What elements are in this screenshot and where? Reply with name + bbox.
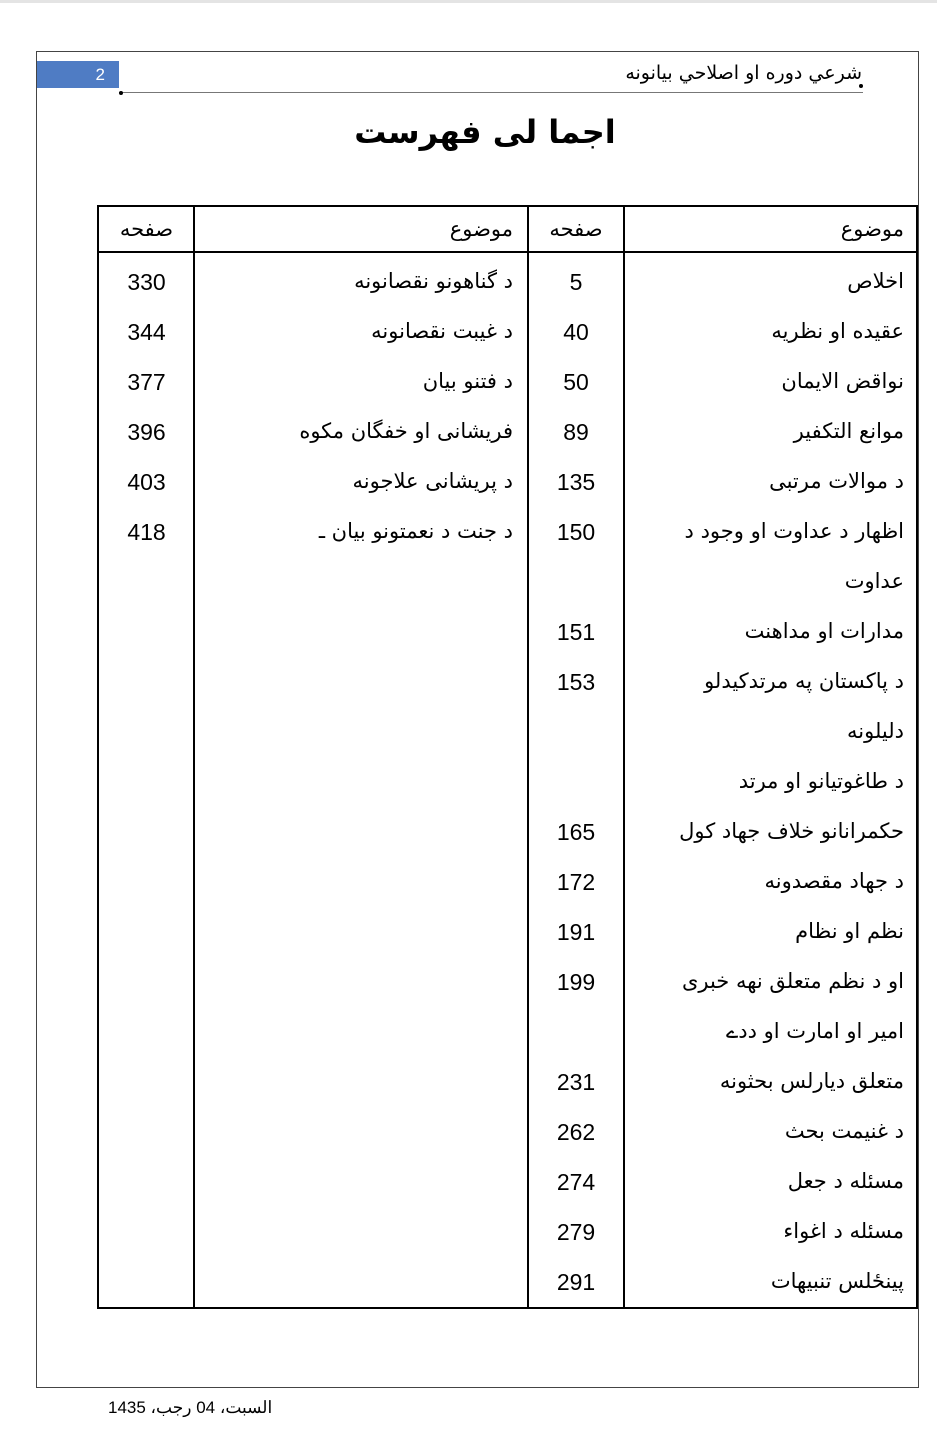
toc-page-number: 330 (127, 269, 166, 295)
header-rule (119, 92, 863, 93)
toc-subject: د پريشانی علاجونه (352, 469, 513, 493)
footer-date: السبت، 04 رجب، 1435 (108, 1398, 273, 1417)
toc-page-number: 396 (127, 419, 166, 445)
toc-page-number: 274 (556, 1169, 596, 1195)
contents-table (97, 205, 918, 1309)
toc-subject: مسئله د اغواء (783, 1219, 904, 1243)
toc-subject: نواقض الايمان (781, 369, 904, 393)
toc-page-number: 231 (556, 1069, 596, 1095)
header-page-left: صفحه (119, 217, 174, 241)
toc-page-number: 40 (563, 319, 589, 345)
header-divider (99, 251, 916, 253)
toc-subject: دليلونه (847, 719, 904, 743)
toc-page-number: 151 (556, 619, 596, 645)
toc-subject: پينځلس تنبيهات (770, 1269, 904, 1293)
toc-subject: مدارات او مداهنت (744, 619, 904, 643)
toc-page-number: 279 (556, 1219, 596, 1245)
toc-subject: او د نظم متعلق نهه خبری (681, 969, 904, 993)
toc-subject: د گناهونو نقصانونه (354, 269, 513, 293)
header-dot-left (119, 91, 123, 95)
toc-subject: د پاکستان په مرتدکيدلو (704, 669, 904, 693)
toc-page-number: 418 (127, 519, 166, 545)
column-divider (623, 207, 625, 1307)
toc-subject: د غنيمت بحث (784, 1119, 904, 1143)
toc-page-number: 5 (569, 269, 583, 295)
toc-subject: د جهاد مقصدونه (764, 869, 904, 893)
toc-page-number: 377 (127, 369, 166, 395)
toc-page-number: 172 (556, 869, 596, 895)
toc-page-number: 403 (127, 469, 166, 495)
toc-page-number: 50 (563, 369, 589, 395)
page-title: اجما لی فهرست (354, 113, 616, 151)
toc-subject: د طاغوتيانو او مرتد (738, 769, 904, 793)
toc-page-number: 153 (556, 669, 596, 695)
running-header: شرعي دوره او اصلاحي بيانونه (625, 62, 862, 84)
header-subject-left: موضوع (449, 217, 513, 241)
toc-page-number: 191 (556, 919, 596, 945)
toc-page-number: 150 (556, 519, 596, 545)
toc-subject: موانع التکفير (793, 419, 904, 443)
header-subject-right: موضوع (840, 217, 904, 241)
toc-subject: فريشانی او خفگان مکوه (299, 419, 513, 443)
header-dot-right (859, 84, 863, 88)
toc-subject: عداوت (844, 569, 904, 593)
toc-subject: متعلق ديارلس بحثونه (719, 1069, 904, 1093)
toc-page-number: 135 (556, 469, 596, 495)
toc-subject: عقيده او نظريه (771, 319, 904, 343)
toc-subject: اخلاص (847, 269, 904, 293)
toc-subject: د غيبت نقصانونه (371, 319, 513, 343)
toc-page-number: 291 (556, 1269, 596, 1295)
toc-subject: مسئله د جعل (787, 1169, 904, 1193)
toc-subject: حکمرانانو خلاف جهاد کول (679, 819, 904, 843)
toc-page-number: 262 (556, 1119, 596, 1145)
toc-subject: د جنت د نعمتونو بيان ـ (318, 519, 513, 543)
toc-subject: اظهار د عداوت او وجود د (684, 519, 904, 543)
toc-page-number: 199 (556, 969, 596, 995)
toc-page-number: 344 (127, 319, 166, 345)
toc-subject: امير او امارت او ددے (725, 1019, 904, 1043)
toc-subject: د فتنو بيان (422, 369, 513, 393)
page-number: 2 (37, 61, 119, 88)
toc-page-number: 165 (556, 819, 596, 845)
toc-subject: د موالات مرتبی (769, 469, 904, 493)
top-edge (0, 0, 937, 3)
toc-subject: نظم او نظام (795, 919, 904, 943)
header-page-right: صفحه (549, 217, 603, 241)
toc-page-number: 89 (563, 419, 589, 445)
